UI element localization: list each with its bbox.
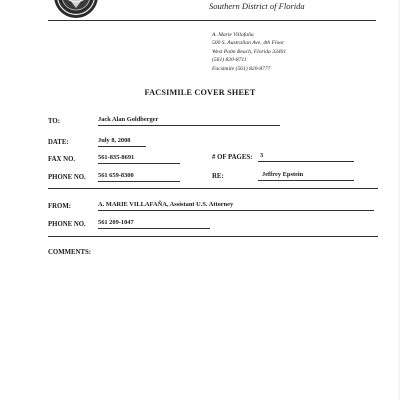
date-label: DATE: bbox=[48, 139, 69, 146]
page-title: FACSIMILE COVER SHEET bbox=[144, 88, 256, 97]
sender-address-block bbox=[212, 31, 286, 73]
office-district: Southern District of Florida bbox=[209, 1, 305, 11]
fax-no-label: FAX NO. bbox=[48, 156, 76, 163]
doj-seal-icon bbox=[48, 0, 104, 20]
sender-name: A. Marie Villafaña bbox=[212, 32, 254, 38]
fax-no-value: 561-835-8691 bbox=[98, 154, 180, 164]
header-divider bbox=[48, 20, 376, 21]
section-divider bbox=[48, 188, 378, 189]
from-value: A. MARIE VILLAFAÑA, Assistant U.S. Attorney bbox=[98, 201, 374, 211]
sender-street: 500 S. Australian Ave, 4th Floor bbox=[212, 40, 285, 47]
re-value: Jeffrey Epstein bbox=[258, 171, 354, 181]
sender-facsimile: Facsimile (561) 820-8777 bbox=[212, 65, 271, 72]
sender-phone: (561) 820-8711 bbox=[212, 57, 247, 64]
sender-city: West Palm Beach, Florida 33401 bbox=[212, 48, 287, 55]
from-label: FROM: bbox=[48, 203, 72, 210]
re-label: RE: bbox=[212, 173, 224, 180]
comments-label: COMMENTS: bbox=[48, 249, 92, 256]
phone-no-label: PHONE NO. bbox=[48, 174, 86, 181]
from-phone-value: 561 209-1047 bbox=[98, 219, 210, 229]
from-phone-label: PHONE NO. bbox=[48, 221, 86, 228]
phone-no-value: 561 659-8300 bbox=[98, 172, 180, 182]
num-pages-value: 3 bbox=[258, 152, 354, 162]
section-divider bbox=[48, 236, 378, 237]
to-value: Jack Alan Goldberger bbox=[98, 116, 280, 126]
num-pages-label: # OF PAGES: bbox=[212, 154, 253, 161]
to-label: TO: bbox=[48, 118, 60, 125]
date-value: July 8, 2008 bbox=[98, 137, 146, 147]
